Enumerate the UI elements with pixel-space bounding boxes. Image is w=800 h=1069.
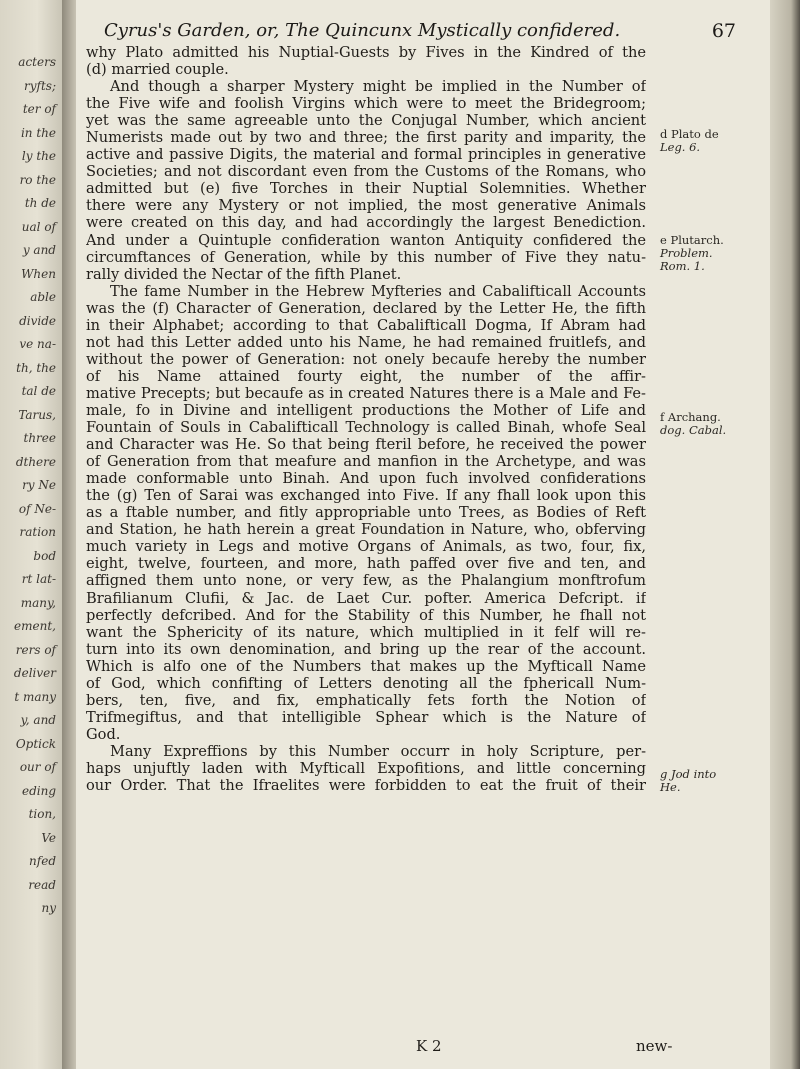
text-line: Fountain of Souls in Cabalifticall Technology is called Binah, whofe Seal <box>86 419 646 437</box>
text-line: bers, ten, five, and fix, emphatically fets forth the Notion of <box>86 691 646 709</box>
text-line: there were any Mystery or not implied, the most generative Animals <box>86 197 646 215</box>
text-line: male, fo in Divine and intelligent productions the Mother of Life and <box>86 401 646 419</box>
facing-page-fragment: many, <box>20 595 56 610</box>
facing-page-fragment: y, and <box>20 713 56 727</box>
text-line: our Order. That the Ifraelites were forbidden to eat the fruit of their <box>86 777 646 795</box>
text-line: active and passive Digits, the material and formal principles in generative <box>86 146 646 164</box>
text-line: of Generation from that meafure and manfion in the Archetype, and was <box>86 453 646 471</box>
facing-page-fragment: th, the <box>16 360 56 375</box>
text-line: Numerists made out by two and three; the first parity and imparity, the <box>86 129 646 147</box>
facing-page-fragment: our of <box>19 760 56 774</box>
text-line: Trifmegiftus, and that intelligible Sphear which is the Nature of <box>86 708 646 726</box>
text-line: was the (f) Character of Generation, declared by the Letter He, the fifth <box>86 299 646 317</box>
text-line: Which is alfo one of the Numbers that makes up the Myfticall Name <box>86 657 646 675</box>
facing-page-fragment: ration <box>19 525 56 539</box>
facing-page-fragment: When <box>21 266 56 281</box>
text-line: affigned them unto none, or very few, as the Phalangium monftrofum <box>86 572 646 590</box>
facing-page-fragment: rers of <box>15 642 56 657</box>
text-line: the (g) Ten of Sarai was exchanged into Five. If any fhall look upon this <box>86 487 646 505</box>
text-line: yet was the same agreeable unto the Conjugal Number, which ancient <box>86 112 646 130</box>
facing-page-fragment: divide <box>19 313 56 328</box>
facing-page-fragment: of Ne- <box>18 501 56 516</box>
facing-page-fragment: read <box>28 877 56 892</box>
text-line: as a ftable number, and fitly appropriable unto Trees, as Bodies of Reft <box>86 504 646 522</box>
text-line: Brafilianum Clufii, & Jac. de Laet Cur. pofter. America Defcript. if <box>86 589 646 607</box>
facing-page-fragment: eding <box>21 783 56 798</box>
facing-page-fragment: ual of <box>21 219 56 234</box>
facing-page-fragment: ve na- <box>19 337 56 351</box>
text-line: without the power of Generation: not onely becaufe hereby the number <box>86 350 646 368</box>
facing-page-fragment: ny <box>41 901 56 915</box>
facing-page-fragment: three <box>23 431 56 445</box>
text-line: and Character was He. So that being fteril before, he received the power <box>86 436 646 454</box>
page-edge <box>770 0 800 1069</box>
text-line: God. <box>86 725 121 743</box>
facing-page-fragment: able <box>30 290 56 304</box>
facing-page-fragment: bod <box>33 548 56 563</box>
text-line: rally divided the Nectar of the fifth Planet. <box>86 265 402 283</box>
page-number: 67 <box>711 20 736 42</box>
facing-page-fragment: nfed <box>29 854 56 868</box>
facing-page-fragment: rt lat- <box>21 572 56 586</box>
text-line: made conformable unto Binah. And upon fuch involved confiderations <box>86 470 646 488</box>
text-line: and Station, he hath herein a great Foundation in Nature, who, obferving <box>86 521 646 539</box>
facing-page-fragment: ro the <box>19 172 56 187</box>
catchword: new- <box>636 1037 673 1055</box>
facing-page-fragment: ter of <box>22 102 56 116</box>
text-line: in their Alphabet; according to that Cabalifticall Dogma, If Abram had <box>86 316 646 334</box>
text-line: haps unjuftly laden with Myfticall Expofitions, and little concerning <box>86 759 646 777</box>
book-gutter <box>62 0 76 1069</box>
facing-page-fragment: tal de <box>21 384 56 398</box>
text-line: perfectly defcribed. And for the Stability of this Number, he fhall not <box>86 606 646 624</box>
facing-page-fragment: y and <box>22 243 56 257</box>
text-line: admitted but (e) five Torches in their Nuptial Solemnities. Whether <box>86 180 646 198</box>
facing-page-fragment: ly the <box>21 149 56 163</box>
facing-page-fragment: th de <box>24 196 56 210</box>
book-page <box>76 0 770 1069</box>
facing-page-fragment: acters <box>18 55 56 69</box>
text-line: the Five wife and foolish Virgins which were to meet the Bridegroom; <box>86 95 646 113</box>
text-line: eight, twelve, fourteen, and more, hath paffed over five and ten, and <box>86 555 646 573</box>
marginal-note-f: f Archang. dog. Cabal. <box>660 410 727 437</box>
text-line: turn into its own denomination, and bring up the rear of the account. <box>86 640 646 658</box>
text-line: why Plato admitted his Nuptial-Guests by Fives in the Kindred of the <box>86 44 646 61</box>
facing-page-edge <box>0 0 62 1069</box>
running-title: Cyrus's Garden, or, The Quincunx Mystically confidered. <box>104 20 621 41</box>
signature-mark: K 2 <box>416 1037 442 1055</box>
facing-page-fragment: Tarus, <box>18 407 56 422</box>
facing-page-fragment: Ve <box>41 830 56 845</box>
text-line: mative Precepts; but becaufe as in created Natures there is a Male and Fe- <box>86 384 646 402</box>
facing-page-fragment: tion, <box>28 807 56 821</box>
marginal-note-g: g Jod into He. <box>660 767 717 794</box>
text-line: (d) married couple. <box>86 61 229 79</box>
facing-page-fragment: dthere <box>15 454 56 469</box>
text-line: of God, which confifting of Letters denoting all the fphericall Num- <box>86 674 646 692</box>
text-line: The fame Number in the Hebrew Myfteries and Cabalifticall Accounts <box>110 282 646 300</box>
text-line: Many Expreffions by this Number occurr in holy Scripture, per- <box>110 742 646 760</box>
running-header <box>104 20 754 46</box>
text-line: want the Sphericity of its nature, which multiplied in it felf will re- <box>86 623 646 641</box>
facing-page-fragment: Optick <box>15 736 56 751</box>
text-line: circumftances of Generation, while by this number of Five they natu- <box>86 248 646 266</box>
facing-page-fragment: in the <box>20 125 56 140</box>
text-line: Societies; and not discordant even from the Customs of the Romans, who <box>86 163 646 181</box>
marginal-note-e: e Plutarch. Problem. Rom. 1. <box>660 233 724 273</box>
facing-page-fragment: deliver <box>13 666 56 680</box>
facing-page-fragment: ry Ne <box>22 478 56 492</box>
text-line: And though a sharper Mystery might be implied in the Number of <box>110 78 646 96</box>
marginal-note-d: d Plato de Leg. 6. <box>660 127 719 154</box>
body-text <box>86 44 646 794</box>
facing-page-fragment: ement, <box>14 619 56 633</box>
text-line: not had this Letter added unto his Name, he had remained fruitlefs, and <box>86 333 646 351</box>
text-line: of his Name attained fourty eight, the number of the affir- <box>86 367 646 385</box>
text-line: were created on this day, and had accordingly the largest Benediction. <box>86 214 646 232</box>
text-line: And under a Quintuple confideration wanton Antiquity confidered the <box>86 231 646 249</box>
text-line: much variety in Legs and motive Organs of Animals, as two, four, fix, <box>86 538 646 556</box>
facing-page-fragment: t many <box>14 689 56 704</box>
facing-page-fragment: ryfts; <box>24 78 56 93</box>
